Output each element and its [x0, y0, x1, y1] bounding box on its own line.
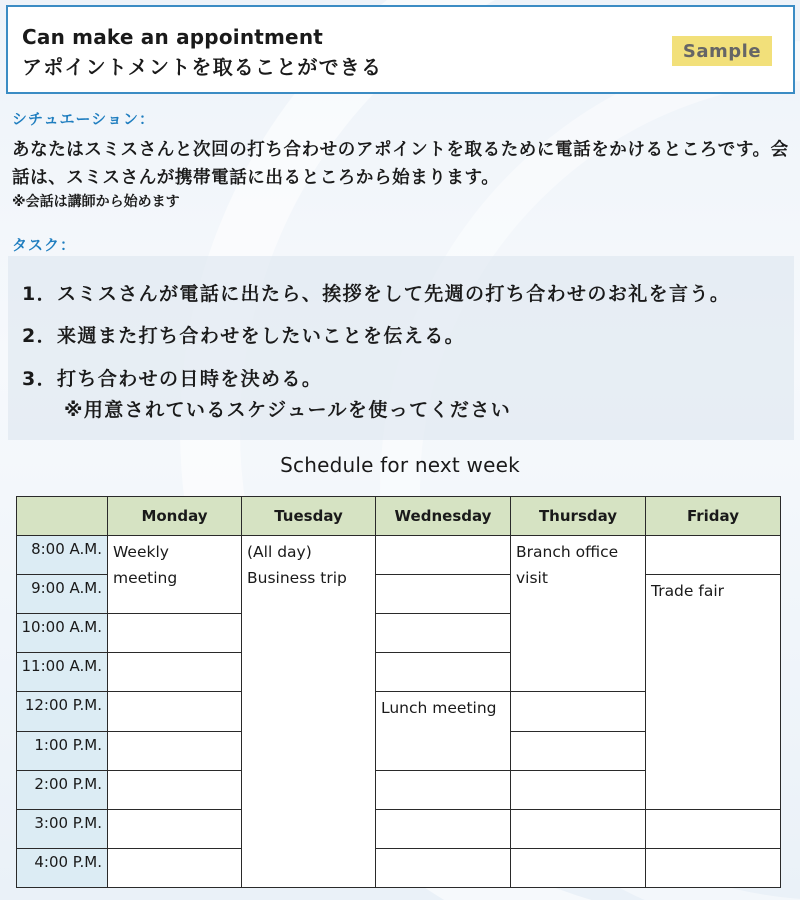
day-header-thursday: Thursday: [511, 497, 646, 536]
title-japanese: アポイントメントを取ることができる: [22, 55, 383, 79]
situation-text: あなたはスミスさんと次回の打ち合わせのアポイントを取るために電話をかけるところです。会話は、スミスさんが携帯電話に出るところから始まります。: [12, 140, 789, 188]
schedule-cell: [108, 653, 242, 692]
event-line: (All day): [247, 543, 312, 562]
time-label: 3:00 P.M.: [17, 809, 108, 848]
event-line: visit: [516, 569, 548, 588]
monday-weekly-meeting: Weekly meeting: [108, 536, 242, 614]
day-header-tuesday: Tuesday: [242, 497, 376, 536]
lesson-header: [6, 5, 795, 94]
schedule-cell: [646, 536, 781, 575]
time-label: 4:00 P.M.: [17, 848, 108, 887]
time-label: 8:00 A.M.: [17, 536, 108, 575]
table-header-row: [17, 497, 781, 536]
day-header-friday: Friday: [646, 497, 781, 536]
schedule-cell: [376, 614, 511, 653]
table-row: [17, 848, 781, 887]
task-item: 2．来週また打ち合わせをしたいことを伝える。: [22, 325, 466, 347]
schedule-cell: [376, 809, 511, 848]
friday-trade-fair: Trade fair: [646, 575, 781, 810]
schedule-cell: [376, 575, 511, 614]
schedule-cell: [511, 809, 646, 848]
time-label: 2:00 P.M.: [17, 770, 108, 809]
tuesday-business-trip: [242, 536, 376, 888]
schedule-cell: [511, 692, 646, 731]
corner-cell: [17, 497, 108, 536]
schedule-cell: [376, 536, 511, 575]
time-label: 9:00 A.M.: [17, 575, 108, 614]
time-label: 11:00 A.M.: [17, 653, 108, 692]
table-row: [17, 809, 781, 848]
schedule-cell: [511, 770, 646, 809]
task-label: タスク：: [12, 236, 77, 254]
task-item: 3．打ち合わせの日時を決める。: [22, 368, 323, 390]
schedule-cell: [108, 848, 242, 887]
time-label: 1:00 P.M.: [17, 731, 108, 770]
schedule-cell: [376, 848, 511, 887]
schedule-cell: [646, 848, 781, 887]
task-note: ※用意されているスケジュールを使ってください: [64, 399, 512, 421]
schedule-cell: [108, 692, 242, 731]
title-english: Can make an appointment: [22, 25, 324, 49]
schedule-cell: [511, 848, 646, 887]
schedule-cell: [376, 653, 511, 692]
time-label: 12:00 P.M.: [17, 692, 108, 731]
table-row: [17, 536, 781, 575]
situation-note: ※会話は講師から始めます: [12, 194, 180, 210]
thursday-branch-visit: [511, 536, 646, 692]
schedule-cell: [646, 809, 781, 848]
day-header-wednesday: Wednesday: [376, 497, 511, 536]
schedule-cell: [108, 731, 242, 770]
day-header-monday: Monday: [108, 497, 242, 536]
event-line: Business trip: [247, 569, 347, 588]
schedule-cell: [376, 770, 511, 809]
sample-badge: Sample: [672, 36, 772, 66]
schedule-cell: [108, 809, 242, 848]
task-item: 1．スミスさんが電話に出たら、挨拶をして先週の打ち合わせのお礼を言う。: [22, 283, 731, 305]
schedule-cell: [108, 770, 242, 809]
time-label: 10:00 A.M.: [17, 614, 108, 653]
schedule-title: Schedule for next week: [280, 453, 520, 477]
schedule-cell: [511, 731, 646, 770]
situation-label: シチュエーション：: [12, 110, 155, 128]
event-line: Branch office: [516, 543, 619, 562]
schedule-cell: [108, 614, 242, 653]
schedule-table: [16, 496, 781, 888]
wednesday-lunch-meeting: Lunch meeting: [376, 692, 511, 770]
